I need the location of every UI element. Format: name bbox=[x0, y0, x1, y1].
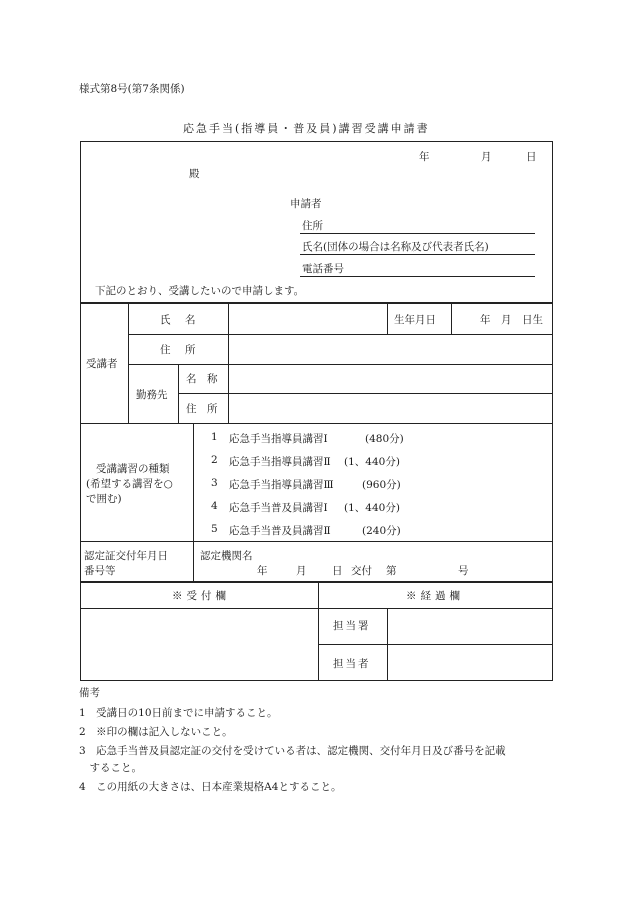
applicant-name-label: 氏名(団体の場合は名称及び代表者氏名) bbox=[302, 241, 489, 253]
table-left-border bbox=[80, 141, 81, 681]
course-label-line3: で囲む) bbox=[86, 493, 122, 505]
workplace-name-label: 名 称 bbox=[186, 373, 218, 385]
certificate-month-label: 月 bbox=[296, 565, 307, 577]
office-header-line bbox=[80, 608, 553, 609]
addressee-label: 殿 bbox=[189, 168, 200, 180]
date-day-label: 日 bbox=[526, 151, 537, 163]
office-col-divider bbox=[318, 582, 319, 680]
certificate-day-label: 日 bbox=[332, 565, 343, 577]
note-item: すること。 bbox=[79, 762, 142, 774]
certificate-col-divider bbox=[193, 541, 194, 581]
reception-label: ※受付欄 bbox=[172, 590, 230, 602]
course-item-number: 1 bbox=[211, 431, 218, 443]
applicant-label: 申請者 bbox=[290, 198, 322, 210]
birthdate-label: 生年月日 bbox=[394, 314, 436, 326]
applicant-address-label: 住所 bbox=[302, 220, 323, 232]
applicant-name-line bbox=[300, 254, 535, 255]
applicant-phone-label: 電話番号 bbox=[302, 263, 344, 275]
course-item-name: 応急手当指導員講習Ⅲ bbox=[229, 479, 334, 491]
table-right-border bbox=[552, 141, 553, 681]
trainee-value-col-divider bbox=[228, 303, 229, 423]
certificate-number-suffix: 号 bbox=[458, 565, 469, 577]
course-item-number: 2 bbox=[211, 454, 218, 466]
office-top-line bbox=[80, 581, 553, 583]
note-item: 1 受講日の10日前までに申請すること。 bbox=[79, 707, 278, 719]
trainee-row3-line bbox=[178, 393, 553, 394]
workplace-address-label: 住 所 bbox=[186, 403, 218, 415]
birthdate-value: 年 月 日生 bbox=[480, 314, 543, 326]
trainee-name-label: 氏 名 bbox=[160, 314, 198, 326]
table-bottom-border bbox=[80, 680, 553, 681]
date-month-label: 月 bbox=[481, 151, 492, 163]
course-top-line bbox=[80, 423, 553, 424]
course-label-line1: 受講講習の種類 bbox=[96, 463, 170, 475]
trainee-col-divider bbox=[128, 303, 129, 423]
request-text: 下記のとおり、受講したいので申請します。 bbox=[95, 285, 305, 297]
applicant-address-line bbox=[300, 233, 535, 234]
course-col-divider bbox=[193, 423, 194, 541]
course-item-number: 5 bbox=[211, 523, 218, 535]
course-item-duration: (480分) bbox=[365, 433, 404, 445]
birthdate-label-right bbox=[451, 303, 452, 334]
certificate-label-line1: 認定証交付年月日 bbox=[84, 550, 168, 562]
birthdate-label-left bbox=[387, 303, 388, 334]
note-item: 2 ※印の欄は記入しないこと。 bbox=[79, 726, 233, 738]
applicant-phone-line bbox=[300, 276, 535, 277]
person-label: 担当者 bbox=[333, 658, 371, 670]
course-label-line2: (希望する講習を○ bbox=[86, 478, 173, 490]
note-item: 3 応急手当普及員認定証の交付を受けている者は、認定機関、交付年月日及び番号を記載 bbox=[79, 745, 506, 757]
course-item-number: 4 bbox=[211, 500, 218, 512]
trainee-address-label: 住 所 bbox=[160, 344, 198, 356]
table-top-border bbox=[80, 141, 553, 142]
department-label: 担当署 bbox=[333, 620, 371, 632]
course-item-name: 応急手当普及員講習Ⅱ bbox=[229, 525, 331, 537]
workplace-label: 勤務先 bbox=[136, 389, 168, 401]
course-item-duration: (1、440分) bbox=[344, 456, 400, 468]
course-item-duration: (240分) bbox=[362, 525, 401, 537]
course-item-duration: (1、440分) bbox=[344, 502, 400, 514]
certificate-label-line2: 番号等 bbox=[84, 565, 116, 577]
progress-label: ※経過欄 bbox=[406, 590, 464, 602]
trainee-row2-line bbox=[128, 364, 553, 365]
office-progress-row-line bbox=[318, 644, 553, 645]
course-item-number: 3 bbox=[211, 477, 218, 489]
certificate-year-label: 年 bbox=[257, 565, 268, 577]
certificate-top-line bbox=[80, 541, 553, 542]
trainee-section-label: 受講者 bbox=[86, 358, 118, 370]
form-number: 様式第8号(第7条関係) bbox=[79, 83, 185, 95]
header-divider bbox=[80, 302, 553, 304]
certificate-number-prefix: 第 bbox=[386, 565, 397, 577]
course-item-duration: (960分) bbox=[362, 479, 401, 491]
course-item-name: 応急手当普及員講習Ⅰ bbox=[229, 502, 328, 514]
note-item: 4 この用紙の大きさは、日本産業規格A4とすること。 bbox=[79, 781, 342, 793]
certificate-org-label: 認定機関名 bbox=[200, 550, 253, 562]
date-year-label: 年 bbox=[419, 151, 430, 163]
form-title: 応急手当(指導員・普及員)講習受講申請書 bbox=[183, 122, 430, 135]
course-item-name: 応急手当指導員講習Ⅱ bbox=[229, 456, 331, 468]
certificate-issued-label: 交付 bbox=[351, 565, 372, 577]
notes-heading: 備考 bbox=[79, 687, 100, 699]
trainee-row1-line bbox=[128, 334, 553, 335]
course-item-name: 応急手当指導員講習Ⅰ bbox=[229, 433, 328, 445]
